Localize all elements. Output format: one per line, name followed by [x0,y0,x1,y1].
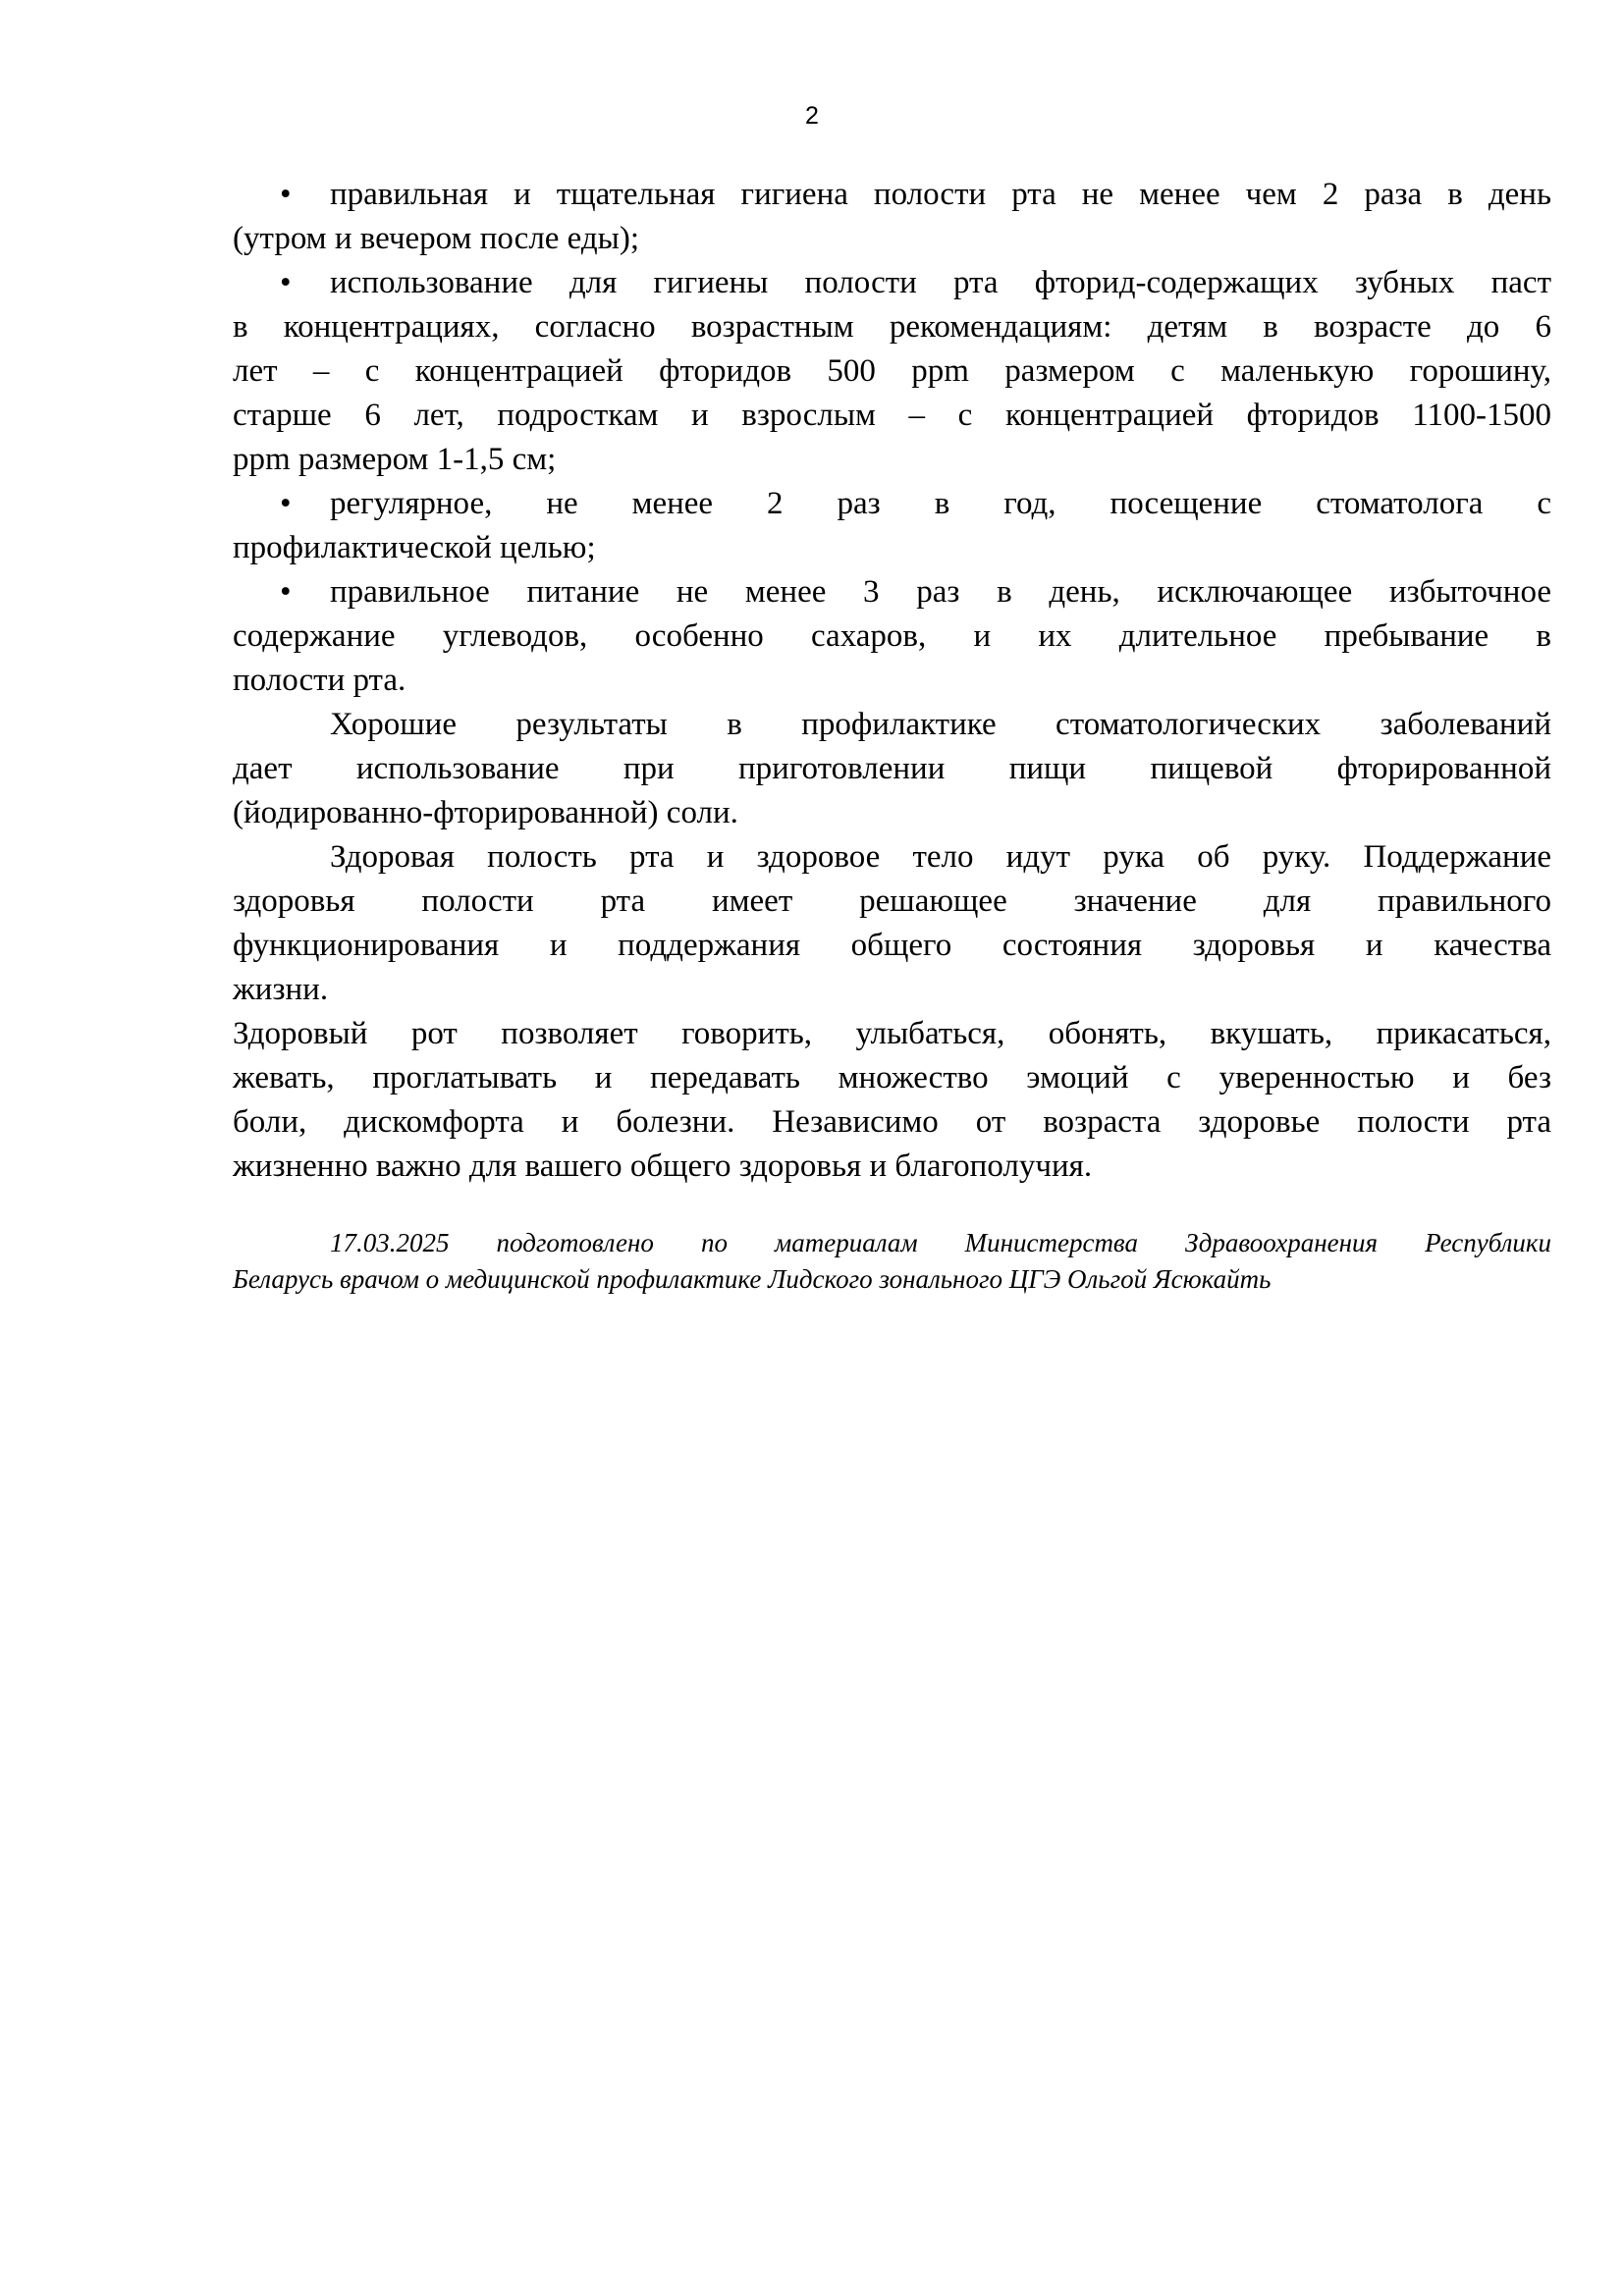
bullet-item [233,570,1551,703]
bullet-text-line: лет – с концентрацией фторидов 500 ppm размером с маленькую горошину, [233,353,1551,389]
bullet-text-line: в концентрациях, согласно возрастным рекомендациям: детям в возрасте до 6 [233,309,1551,345]
bullet-text-line: полости рта. [233,663,406,698]
bullet-text-line: регулярное, не менее 2 раз в год, посещение стоматолога с [330,486,1551,521]
paragraph-line: дает использование при приготовлении пищи пищевой фторированной [233,751,1551,786]
bullet-icon: • [280,177,292,212]
paragraph-line: боли, дискомфорта и болезни. Независимо от возраста здоровье полости рта [233,1104,1551,1140]
bullet-item [233,261,1551,482]
paragraph-line: здоровья полости рта имеет решающее значение для правильного [233,883,1551,919]
paragraph [233,703,1551,835]
bullet-text-line: содержание углеводов, особенно сахаров, и их длительное пребывание в [233,618,1551,654]
bullet-icon: • [280,486,292,521]
paragraph-line: жизни. [233,972,329,1007]
bullet-text-line: ppm размером 1-1,5 см; [233,442,557,477]
bullet-text-line: профилактической целью; [233,530,596,565]
page-number: 2 [805,102,819,130]
paragraph-line: функционирования и поддержания общего состояния здоровья и качества [233,928,1551,963]
paragraph-line: Здоровый рот позволяет говорить, улыбаться, обонять, вкушать, прикасаться, [233,1016,1551,1051]
bullet-item [233,173,1551,261]
paragraph-line: жизненно важно для вашего общего здоровья и благополучия. [233,1148,1093,1184]
bullet-text-line: использование для гигиены полости рта фторид-содержащих зубных паст [330,265,1551,300]
bullet-text-line: старше 6 лет, подросткам и взрослым – с концентрацией фторидов 1100-1500 [233,398,1551,433]
paragraph [233,835,1551,1012]
paragraph [233,1012,1551,1189]
footer-line: Беларусь врачом о медицинской профилактике Лидского зонального ЦГЭ Ольгой Ясюкайть [233,1264,1272,1294]
paragraph-line: жевать, проглатывать и передавать множество эмоций с уверенностью и без [233,1060,1551,1095]
footer-line: 17.03.2025 подготовлено по материалам Министерства Здравоохранения Республики [330,1228,1551,1257]
bullet-item [233,482,1551,570]
paragraph-line: Здоровая полость рта и здоровое тело идут рука об руку. Поддержание [330,839,1551,875]
paragraph-line: (йодированно-фторированной) соли. [233,795,738,830]
bullet-text-line: (утром и вечером после еды); [233,221,640,256]
document-body [233,173,1551,1298]
bullet-icon: • [280,574,292,610]
bullet-icon: • [280,265,292,300]
bullet-text-line: правильное питание не менее 3 раз в день, исключающее избыточное [330,574,1551,610]
footer-note [233,1225,1551,1298]
paragraph-line: Хорошие результаты в профилактике стоматологических заболеваний [330,707,1551,742]
bullet-text-line: правильная и тщательная гигиена полости рта не менее чем 2 раза в день [330,177,1551,212]
